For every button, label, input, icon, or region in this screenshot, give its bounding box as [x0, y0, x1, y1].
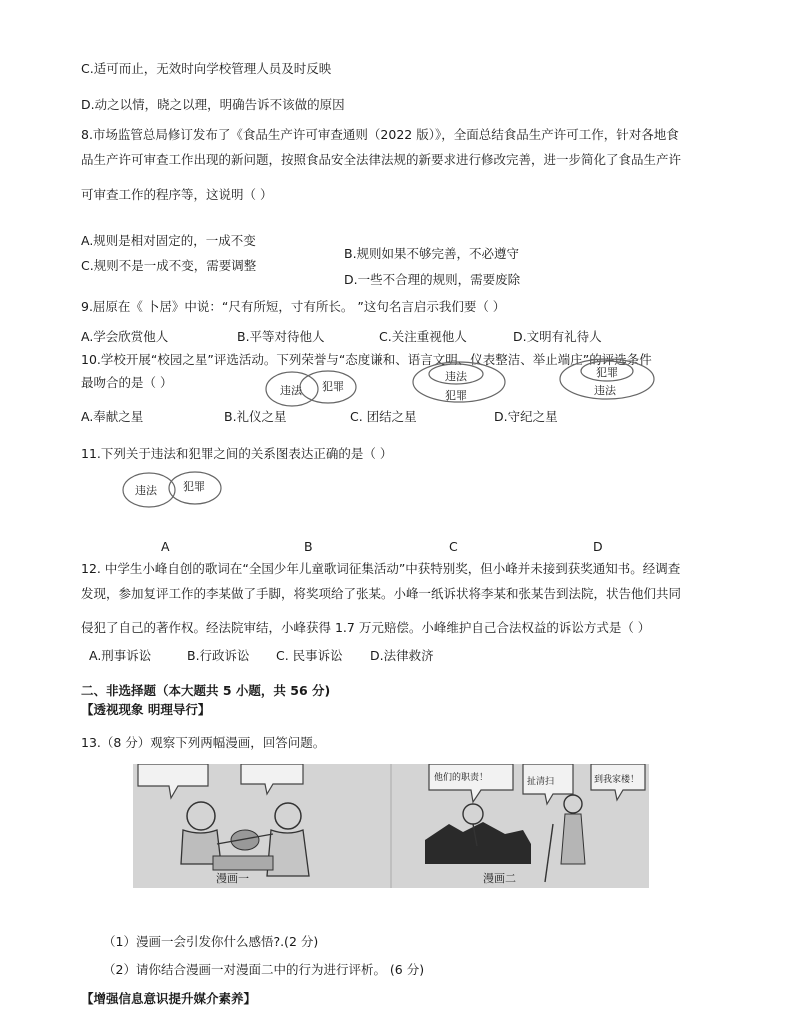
venn-d-fanzui-label: 犯罪	[596, 366, 618, 379]
venn-diagram-d	[558, 357, 656, 401]
q11-label-a: A	[161, 539, 170, 554]
venn-d-weifa-label: 违法	[594, 384, 616, 397]
q10-option-c: C. 团结之星	[350, 409, 417, 424]
q9-option-b: B.平等对待他人	[237, 329, 325, 344]
q11-label-b: B	[304, 539, 313, 554]
q11-stem: 11.下列关于违法和犯罪之间的关系图表达正确的是（ ）	[81, 446, 393, 461]
q12-option-b: B.行政诉讼	[187, 648, 250, 663]
venn-c-fanzui-label: 犯罪	[445, 389, 467, 402]
q9-option-a: A.学会欣赏他人	[81, 329, 169, 344]
section2-subheading-2: 【增强信息意识提升媒介素养】	[81, 991, 257, 1006]
section2-subheading: 【透视现象 明理导行】	[81, 702, 211, 717]
venn-b-weifa-label: 违法	[280, 384, 302, 397]
q10-option-a: A.奉献之星	[81, 409, 144, 424]
q13-subquestion-2: （2）请你结合漫画一对漫面二中的行为进行评析。 (6 分)	[103, 962, 425, 977]
q8-option-b: B.规则如果不够完善，不必遵守	[344, 246, 520, 261]
q10-stem-line1: 10.学校开展“校园之星”评选活动。下列荣誉与“态度谦和、语言文明、仪表整洁、举止端庄”的评选条件	[81, 352, 652, 367]
q8-stem-line1: 8.市场监管总局修订发布了《食品生产许可审查通则（2022 版）》，全面总结食品生产许可工作，针对各地食	[81, 127, 679, 142]
cartoon-image	[133, 764, 649, 888]
q8-option-c: C.规则不是一成不变，需要调整	[81, 258, 257, 273]
q9-option-c: C.关注重视他人	[379, 329, 467, 344]
q9-stem: 9.屈原在《 卜居》中说：“尺有所短，寸有所长。 ”这句名言启示我们要（ ）	[81, 299, 506, 314]
q13-stem: 13.（8 分）观察下列两幅漫画，回答问题。	[81, 735, 326, 750]
q12-stem-line3: 侵犯了自己的著作权。经法院审结，小峰获得 1.7 万元赔偿。小峰维护自己合法权益的诉讼方式是（ ）	[81, 620, 651, 635]
q10-option-b: B.礼仪之星	[224, 409, 287, 424]
q8-option-d: D.一些不合理的规则，需要废除	[344, 272, 521, 287]
q11-label-d: D	[593, 539, 603, 554]
section2-title: 二、非选择题（本大题共 5 小题，共 56 分)	[81, 683, 331, 698]
venn-diagram-c	[411, 360, 507, 404]
q8-stem-line3: 可审查工作的程序等，这说明（ ）	[81, 187, 273, 202]
venn-a-weifa-label: 违法	[135, 484, 157, 497]
q8-option-a: A.规则是相对固定的，一成不变	[81, 233, 256, 248]
venn-c-weifa-label: 违法	[445, 370, 467, 383]
venn-diagram-a	[121, 470, 223, 510]
q12-stem-line2: 发现，参加复评工作的李某做了手脚，将奖项给了张某。小峰一纸诉状将李某和张某告到法院，状告他们共同	[81, 586, 682, 601]
q13-subquestion-1: （1）漫画一会引发你什么感悟?.(2 分)	[103, 934, 319, 949]
q11-label-c: C	[449, 539, 458, 554]
cartoon2-bubble3: 到我家楼！	[594, 775, 640, 785]
venn-diagram-b	[264, 370, 360, 408]
q9-option-d: D.文明有礼待人	[513, 329, 602, 344]
q12-option-d: D.法律救济	[370, 648, 434, 663]
q12-option-a: A.刑事诉讼	[89, 648, 152, 663]
q12-stem-line1: 12. 中学生小峰自创的歌词在“全国少年儿童歌词征集活动”中获特别奖，但小峰并未接到获奖通知书。经调查	[81, 561, 681, 576]
venn-a-fanzui-label: 犯罪	[183, 480, 205, 493]
cartoon2-bubble2: 扯清扫	[527, 777, 555, 787]
q8-stem-line2: 品生产许可审查工作出现的新问题，按照食品安全法律法规的新要求进行修改完善，进一步简化了食品生产许	[81, 152, 682, 167]
cartoon2-caption: 漫画二	[483, 872, 516, 885]
cartoon1-caption: 漫画一	[216, 872, 249, 885]
venn-b-fanzui-label: 犯罪	[322, 380, 344, 393]
q12-option-c: C. 民事诉讼	[276, 648, 343, 663]
q10-stem-line2: 最吻合的是（ ）	[81, 375, 173, 390]
q7-option-c: C.适可而止，无效时向学校管理人员及时反映	[81, 61, 332, 76]
q7-option-d: D.动之以情，晓之以理，明确告诉不该做的原因	[81, 97, 345, 112]
cartoon2-bubble1: 他们的职责！	[434, 773, 489, 783]
q10-option-d: D.守纪之星	[494, 409, 558, 424]
